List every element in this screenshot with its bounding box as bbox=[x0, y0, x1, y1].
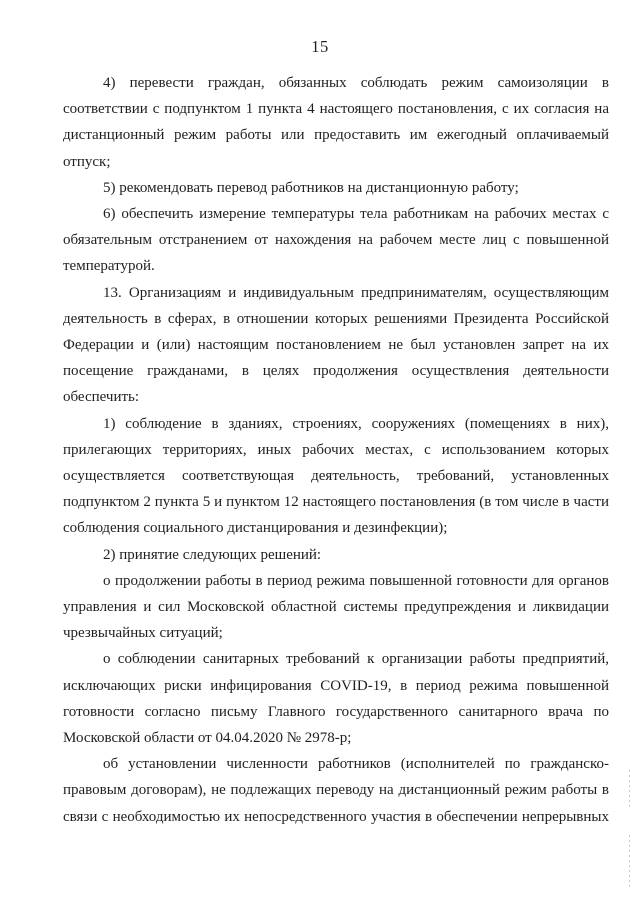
paragraph-item-1-compliance: 1) соблюдение в зданиях, строениях, сооружениях (помещениях в них), прилегающих территориях, иных рабочих местах, с использованием которых осуществляется соответствующая деятельность, требований, установленных подпунктом 2 пункта 5 и пунктом 12 настоящего постановления (в том числе в части соблюдения социального дистанцирования и дезинфекции); bbox=[63, 415, 609, 537]
paragraph-item-6-temperature-check: 6) обеспечить измерение температуры тела работникам на рабочих местах с обязательным отстранением от нахождения на рабочем месте лиц с повышенной температурой. bbox=[63, 206, 609, 275]
paragraph-item-5-remote-work: 5) рекомендовать перевод работников на дистанционную работу; bbox=[103, 179, 519, 196]
scan-edge-mark bbox=[629, 835, 630, 890]
paragraph-item-2-decisions: 2) принятие следующих решений: bbox=[103, 546, 322, 563]
paragraph-continuation-of-work: о продолжении работы в период режима повышенной готовности для органов управления и сил Московской областной системы предупреждения и ликвидации чрезвычайных ситуаций; bbox=[63, 572, 609, 642]
paragraph-item-4-transfer-citizens: 4) перевести граждан, обязанных соблюдать режим самоизоляции в соответствии с подпунктом 1 пункта 4 настоящего постановления, с их согласия на дистанционный режим работы или предоставить им ежегодный оплачиваемый отпуск; bbox=[63, 75, 609, 170]
paragraph-employee-count: об установлении численности работников (исполнителей по гражданско-правовым договорам), не подлежащих переводу на дистанционный режим работы в связи с необходимостью их непосредственного участия в обеспечении непрерывных bbox=[63, 756, 609, 825]
paragraph-sanitary-requirements: о соблюдении санитарных требований к организации работы предприятий, исключающих риски инфицирования COVID-19, в период режима повышенной готовности согласно письму Главного государственного санитарного врача по Московской области от 04.04.2020 № 2978-р; bbox=[63, 651, 609, 747]
scan-edge-mark bbox=[629, 770, 630, 810]
document-body bbox=[63, 70, 609, 830]
page-number: 15 bbox=[311, 37, 329, 56]
paragraph-section-13-organizations: 13. Организациям и индивидуальным предпринимателям, осуществляющим деятельность в сферах, в отношении которых решениями Президента Российской Федерации и (или) настоящим постановлением не был установлен запрет на их посещение гражданами, в целях продолжения осуществления деятельности обеспечить: bbox=[63, 284, 609, 406]
